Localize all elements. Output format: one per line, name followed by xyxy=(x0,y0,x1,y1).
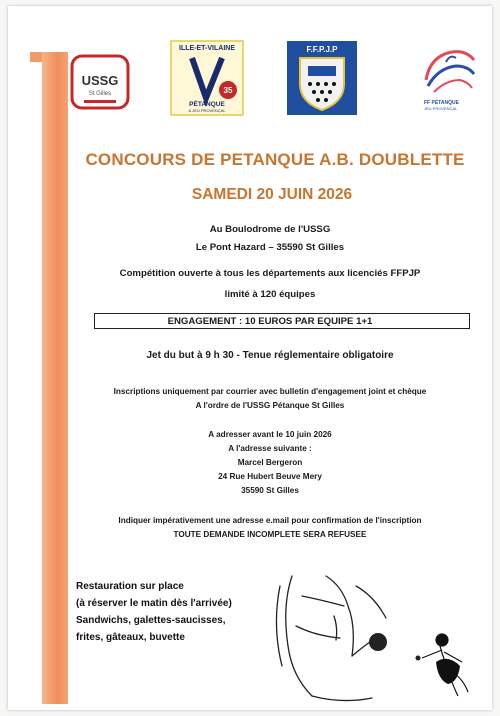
ille-logo-number: 35 xyxy=(223,86,233,95)
ille-logo-petanque: PÉTANQUE xyxy=(189,101,225,108)
catering-line-1: Restauration sur place xyxy=(76,581,184,592)
start-time-line: Jet du but à 9 h 30 - Tenue réglementaire obligatoire xyxy=(146,350,394,361)
incomplete-warning: TOUTE DEMANDE INCOMPLETE SERA REFUSEE xyxy=(173,530,367,539)
address-name: Marcel Bergeron xyxy=(237,458,303,467)
email-requirement: Indiquer impérativement une adresse e.mail pour confirmation de l'inscription xyxy=(118,516,422,525)
catering-line-2: (à réserver le matin dès l'arrivée) xyxy=(76,598,232,609)
inscriptions-line-1: Inscriptions uniquement par courrier avec bulletin d'engagement joint et chèque xyxy=(113,387,427,396)
ffpjp-logo xyxy=(286,40,358,116)
inscriptions-line-2: A l'ordre de l'USSG Pétanque St Gilles xyxy=(195,401,345,410)
venue-line-2: Le Pont Hazard – 35590 St Gilles xyxy=(195,242,345,253)
ille-et-vilaine-logo xyxy=(170,40,244,116)
address-city: 35590 St Gilles xyxy=(241,486,299,495)
ussg-logo xyxy=(70,52,130,112)
rooster-logo-line1: FF PÉTANQUE xyxy=(424,100,459,106)
venue-line-1: Au Boulodrome de l'USSG xyxy=(209,224,331,235)
catering-line-4: frites, gâteaux, buvette xyxy=(76,632,185,643)
player-silhouette xyxy=(436,659,460,684)
ussg-logo-text: USSG xyxy=(81,73,119,88)
boule-icon xyxy=(369,633,387,651)
catering-info xyxy=(76,578,276,646)
competition-line: Compétition ouverte à tous les départements aux licenciés FFPJP xyxy=(119,268,421,279)
ille-logo-jeu: & JEU PROVENÇAL xyxy=(188,108,226,113)
address-street: 24 Rue Hubert Beuve Mery xyxy=(218,472,322,481)
team-limit-line: limité à 120 équipes xyxy=(224,289,316,300)
ff-petanque-rooster-logo xyxy=(416,40,482,114)
ussg-logo-subtext: St Gilles xyxy=(88,91,112,97)
engagement-fee: ENGAGEMENT : 10 EUROS PAR EQUIPE 1+1 xyxy=(167,316,373,327)
ille-logo-title: ILLE-ET-VILAINE xyxy=(179,45,235,52)
petanque-player-illustration xyxy=(252,566,492,708)
rooster-logo-line2: JEU PROVENÇAL xyxy=(424,106,458,111)
ffpjp-logo-title: F.F.P.J.P xyxy=(306,45,338,54)
deadline-line: A adresser avant le 10 juin 2026 xyxy=(208,430,332,439)
event-title: CONCOURS DE PETANQUE A.B. DOUBLETTE xyxy=(85,150,465,169)
address-intro: A l'adresse suivante : xyxy=(228,444,312,453)
catering-line-3: Sandwichs, galettes-saucisses, xyxy=(76,615,226,626)
event-date: SAMEDI 20 JUIN 2026 xyxy=(191,186,353,203)
